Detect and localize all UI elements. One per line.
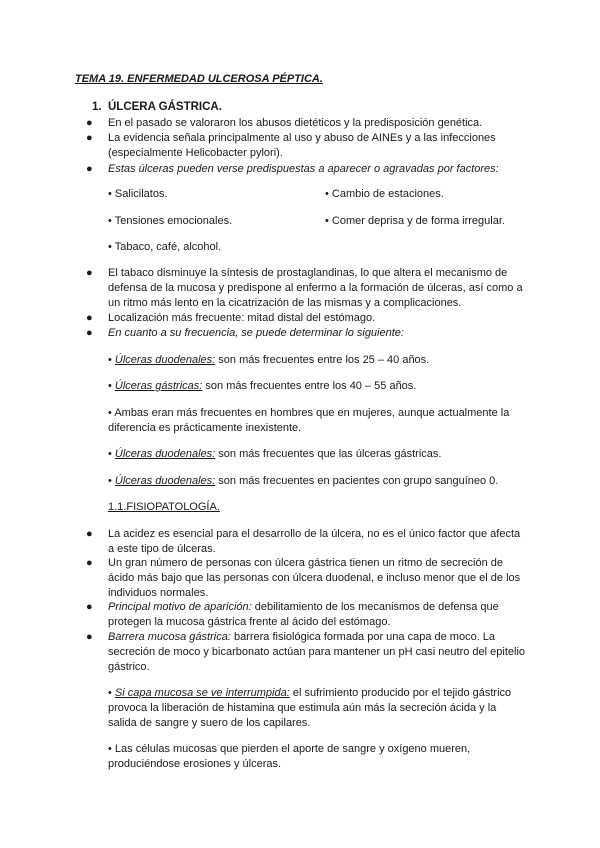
- bullet-icon: ●: [86, 528, 93, 540]
- factor-text: Salicilatos.: [114, 188, 168, 200]
- bullet-text: El tabaco disminuye la síntesis de prostaglandinas, lo que altera el mecanismo de defensa de la mucosa y predispone al enfermo a la formación de úlceras, así como a un ritmo más lento en la cicatrización de las mismas y a complicaciones.: [108, 267, 523, 309]
- factor-text: Cambio de estaciones.: [331, 188, 444, 200]
- bullet-text: Estas úlceras pueden verse predispuestas a aparecer o agravadas por factores:: [108, 163, 499, 175]
- bullet-icon: ●: [86, 267, 93, 279]
- section-heading-1-1: 1.1.FISIOPATOLOGÍA.: [108, 501, 220, 513]
- bullet-item: [86, 527, 528, 557]
- bullet-item: [86, 116, 528, 131]
- frequency-label: Úlceras duodenales:: [114, 354, 216, 366]
- frequency-text: Ambas eran más frecuentes en hombres que en mujeres, aunque actualmente la diferencia es prácticamente inexistente.: [108, 407, 510, 434]
- small-bullet-icon: •: [108, 448, 112, 460]
- small-bullet-icon: •: [108, 743, 112, 755]
- bullet-icon: ●: [86, 312, 93, 324]
- bullet-text: En cuanto a su frecuencia, se puede determinar lo siguiente:: [108, 327, 404, 339]
- bullet-item: [86, 630, 528, 675]
- bullet-text: Un gran número de personas con úlcera gástrica tienen un ritmo de secreción de ácido más bajo que las personas con úlcera duodenal, e incluso menor que el de los individuos normales.: [108, 557, 521, 599]
- small-bullet-icon: •: [108, 188, 112, 200]
- factor-item: [325, 214, 505, 229]
- bullet-item: [86, 556, 528, 601]
- small-bullet-icon: •: [108, 687, 112, 699]
- bullet-text: La acidez es esencial para el desarrollo de la úlcera, no es el único factor que afecta a este tipo de úlceras.: [108, 528, 521, 555]
- bullet-item: [86, 311, 528, 326]
- small-bullet-icon: •: [325, 188, 329, 200]
- small-bullet-icon: •: [108, 407, 112, 419]
- barrier-text: el sufrimiento producido por el tejido gástrico provoca la liberación de histamina que estimula aún más la secreción ácida y la salida de sangre y suero de los capilares.: [108, 687, 512, 729]
- bullet-item: [86, 266, 528, 311]
- barrier-label: Si capa mucosa se ve interrumpida:: [114, 687, 290, 699]
- small-bullet-icon: •: [108, 354, 112, 366]
- frequency-item: [108, 447, 528, 462]
- bullet-item: [86, 326, 528, 341]
- small-bullet-icon: •: [108, 475, 112, 487]
- small-bullet-icon: •: [108, 215, 112, 227]
- section-number: 1.: [92, 101, 102, 113]
- barrier-text: Las células mucosas que pierden el aporte de sangre y oxígeno mueren, produciéndose erosiones y úlceras.: [108, 743, 471, 770]
- frequency-item: [108, 406, 528, 436]
- factor-item: [108, 240, 528, 255]
- section-heading-1: [92, 100, 222, 115]
- bullet-item: [86, 162, 528, 177]
- bullet-text: barrera fisiológica formada por una capa de moco. La secreción de moco y bicarbonato actúan para mantener un pH casi neutro del epitelio gástrico.: [108, 631, 526, 673]
- bullet-icon: ●: [86, 163, 93, 175]
- bullet-text: En el pasado se valoraron los abusos dietéticos y la predisposición genética.: [108, 117, 483, 129]
- factor-item: [108, 187, 528, 202]
- small-bullet-icon: •: [108, 241, 112, 253]
- frequency-text: son más frecuentes en pacientes con grupo sanguíneo 0.: [215, 475, 499, 487]
- frequency-item: [108, 353, 528, 368]
- factor-item: [325, 187, 444, 202]
- bullet-text: Localización más frecuente: mitad distal del estómago.: [108, 312, 376, 324]
- bullet-icon: ●: [86, 631, 93, 643]
- frequency-label: Úlceras duodenales:: [114, 448, 216, 460]
- bullet-icon: ●: [86, 557, 93, 569]
- bullet-text: La evidencia señala principalmente al uso y abuso de AINEs y a las infecciones (especialmente Helicobacter pylori).: [108, 132, 496, 159]
- factor-text: Tensiones emocionales.: [114, 215, 233, 227]
- bullet-label: Principal motivo de aparición:: [108, 601, 252, 613]
- bullet-label: Barrera mucosa gástrica:: [108, 631, 231, 643]
- bullet-icon: ●: [86, 117, 93, 129]
- factor-text: Tabaco, café, alcohol.: [114, 241, 222, 253]
- bullet-icon: ●: [86, 601, 93, 613]
- small-bullet-icon: •: [325, 215, 329, 227]
- bullet-item: [86, 131, 528, 161]
- barrier-item: [108, 686, 528, 731]
- frequency-label: Úlceras duodenales:: [114, 475, 216, 487]
- bullet-icon: ●: [86, 132, 93, 144]
- bullet-item: [86, 600, 528, 630]
- frequency-text: son más frecuentes entre los 40 – 55 años.: [202, 380, 417, 392]
- section-title: ÚLCERA GÁSTRICA.: [108, 101, 222, 113]
- frequency-label: Úlceras gástricas:: [114, 380, 203, 392]
- bullet-text: debilitamiento de los mecanismos de defensa que protegen la mucosa gástrica frente al ácido del estómago.: [108, 601, 499, 628]
- document-title: TEMA 19. ENFERMEDAD ULCEROSA PÉPTICA.: [75, 73, 323, 85]
- barrier-item: [108, 742, 528, 772]
- factor-text: Comer deprisa y de forma irregular.: [331, 215, 505, 227]
- frequency-item: [108, 379, 528, 394]
- frequency-text: son más frecuentes entre los 25 – 40 años.: [215, 354, 430, 366]
- bullet-icon: ●: [86, 327, 93, 339]
- frequency-text: son más frecuentes que las úlceras gástricas.: [215, 448, 442, 460]
- small-bullet-icon: •: [108, 380, 112, 392]
- frequency-item: [108, 474, 528, 489]
